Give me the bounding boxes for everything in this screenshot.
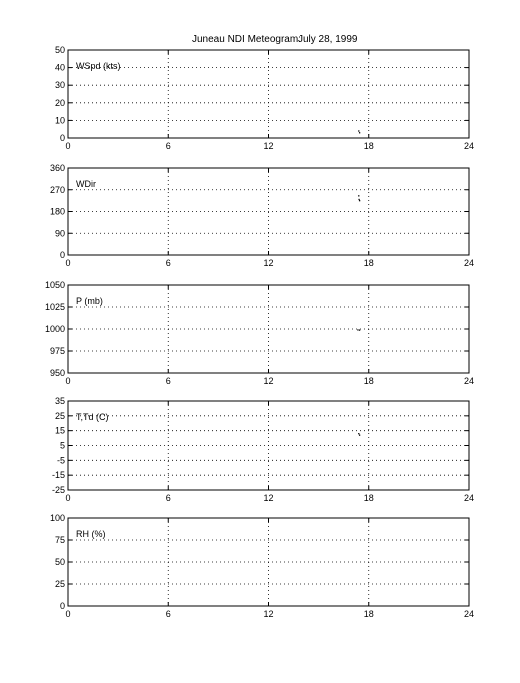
panel-1-x-tick-label: 0 [65,141,71,151]
panel-3-x-tick-label: 18 [363,376,374,386]
panel-2-data-point [358,195,359,196]
panel-3-x-tick-label: 0 [65,376,71,386]
panel-2-x-tick-label: 18 [363,258,374,268]
panel-3-y-tick-label: 1050 [44,280,65,290]
panel-2-x-tick-label: 24 [463,258,475,268]
panel-3-x-tick-label: 6 [165,376,171,386]
panel-2-x-tick-label: 12 [263,258,274,268]
panel-5-y-tick-label: 100 [49,513,65,523]
panel-3-data-point [357,329,358,330]
panel-4-y-tick-label: 35 [54,396,65,406]
panel-3-data-point [359,329,360,330]
panel-2-x-tick-label: 0 [65,258,71,268]
panel-2-data-point [358,199,359,200]
panel-1-y-tick-label: 10 [54,115,65,126]
panel-5-y-tick-label: 50 [54,557,65,567]
panel-2-data-point [359,200,360,201]
panel-1-x-tick-label: 6 [165,141,171,151]
panel-4-x-tick-label: 18 [363,493,374,503]
panel-4-x-tick-label: 12 [263,493,274,503]
panel-5-x-tick-label: 6 [165,609,171,619]
panel-1-y-tick-label: 0 [59,133,65,143]
panel-3-y-tick-label: 950 [49,368,65,378]
panel-1-y-tick-label: 30 [54,80,65,91]
panel-1-y-tick-label: 20 [54,97,65,108]
panel-1-data-point [358,130,359,131]
panel-3-y-tick-label: 1000 [44,324,65,334]
panel-5-y-tick-label: 75 [54,535,65,545]
panel-1-y-tick-label: 50 [54,45,65,55]
panel-3-x-tick-label: 24 [463,376,475,386]
panel-5-x-tick-label: 0 [65,609,71,619]
panel-5-x-tick-label: 18 [363,609,374,619]
panel-5-y-tick-label: 25 [54,579,65,589]
panel-4-x-tick-label: 6 [165,493,171,503]
panel-3-y-tick-label: 1025 [44,302,65,312]
panel-4-y-tick-label: 5 [59,440,65,451]
panel-4-variable-label: T,Td (C) [76,412,109,422]
panel-5-variable-label: RH (%) [76,529,106,539]
panel-3-x-tick-label: 12 [263,376,274,386]
panel-5-y-tick-label: 0 [59,601,65,611]
panel-4-y-tick-label: 25 [54,410,65,421]
panel-4-x-tick-label: 0 [65,493,71,503]
panel-3-variable-label: P (mb) [76,296,103,306]
panel-2-x-tick-label: 6 [165,258,171,268]
panel-4-y-tick-label: -25 [51,485,65,495]
chart-title-date: July 28, 1999 [298,34,358,45]
panel-3-y-tick-label: 975 [49,346,65,356]
panel-5-x-tick-label: 24 [463,609,475,619]
panel-4-x-tick-label: 24 [463,493,475,503]
panel-1-x-tick-label: 18 [363,141,374,151]
panel-4-y-tick-label: -5 [56,455,65,466]
panel-4-data-point [359,435,360,436]
panel-2-y-tick-label: 180 [49,206,65,217]
panel-4-y-tick-label: 15 [54,425,65,436]
panel-5-x-tick-label: 12 [263,609,274,619]
panel-4-y-tick-label: -15 [51,470,65,481]
panel-2-y-tick-label: 270 [49,184,65,195]
panel-2-y-tick-label: 360 [49,163,65,173]
panel-1-data-point [359,132,360,133]
panel-1-variable-label: WSpd (kts) [76,61,121,71]
panel-1-y-tick-label: 40 [54,62,65,73]
panel-4-data-point [358,433,359,434]
chart-title-station: Juneau NDI Meteogram: [192,34,301,45]
panel-2-variable-label: WDir [76,179,96,189]
panel-1-x-tick-label: 12 [263,141,274,151]
panel-2-y-tick-label: 0 [59,250,65,260]
panel-2-y-tick-label: 90 [54,228,65,239]
panel-1-x-tick-label: 24 [463,141,475,151]
